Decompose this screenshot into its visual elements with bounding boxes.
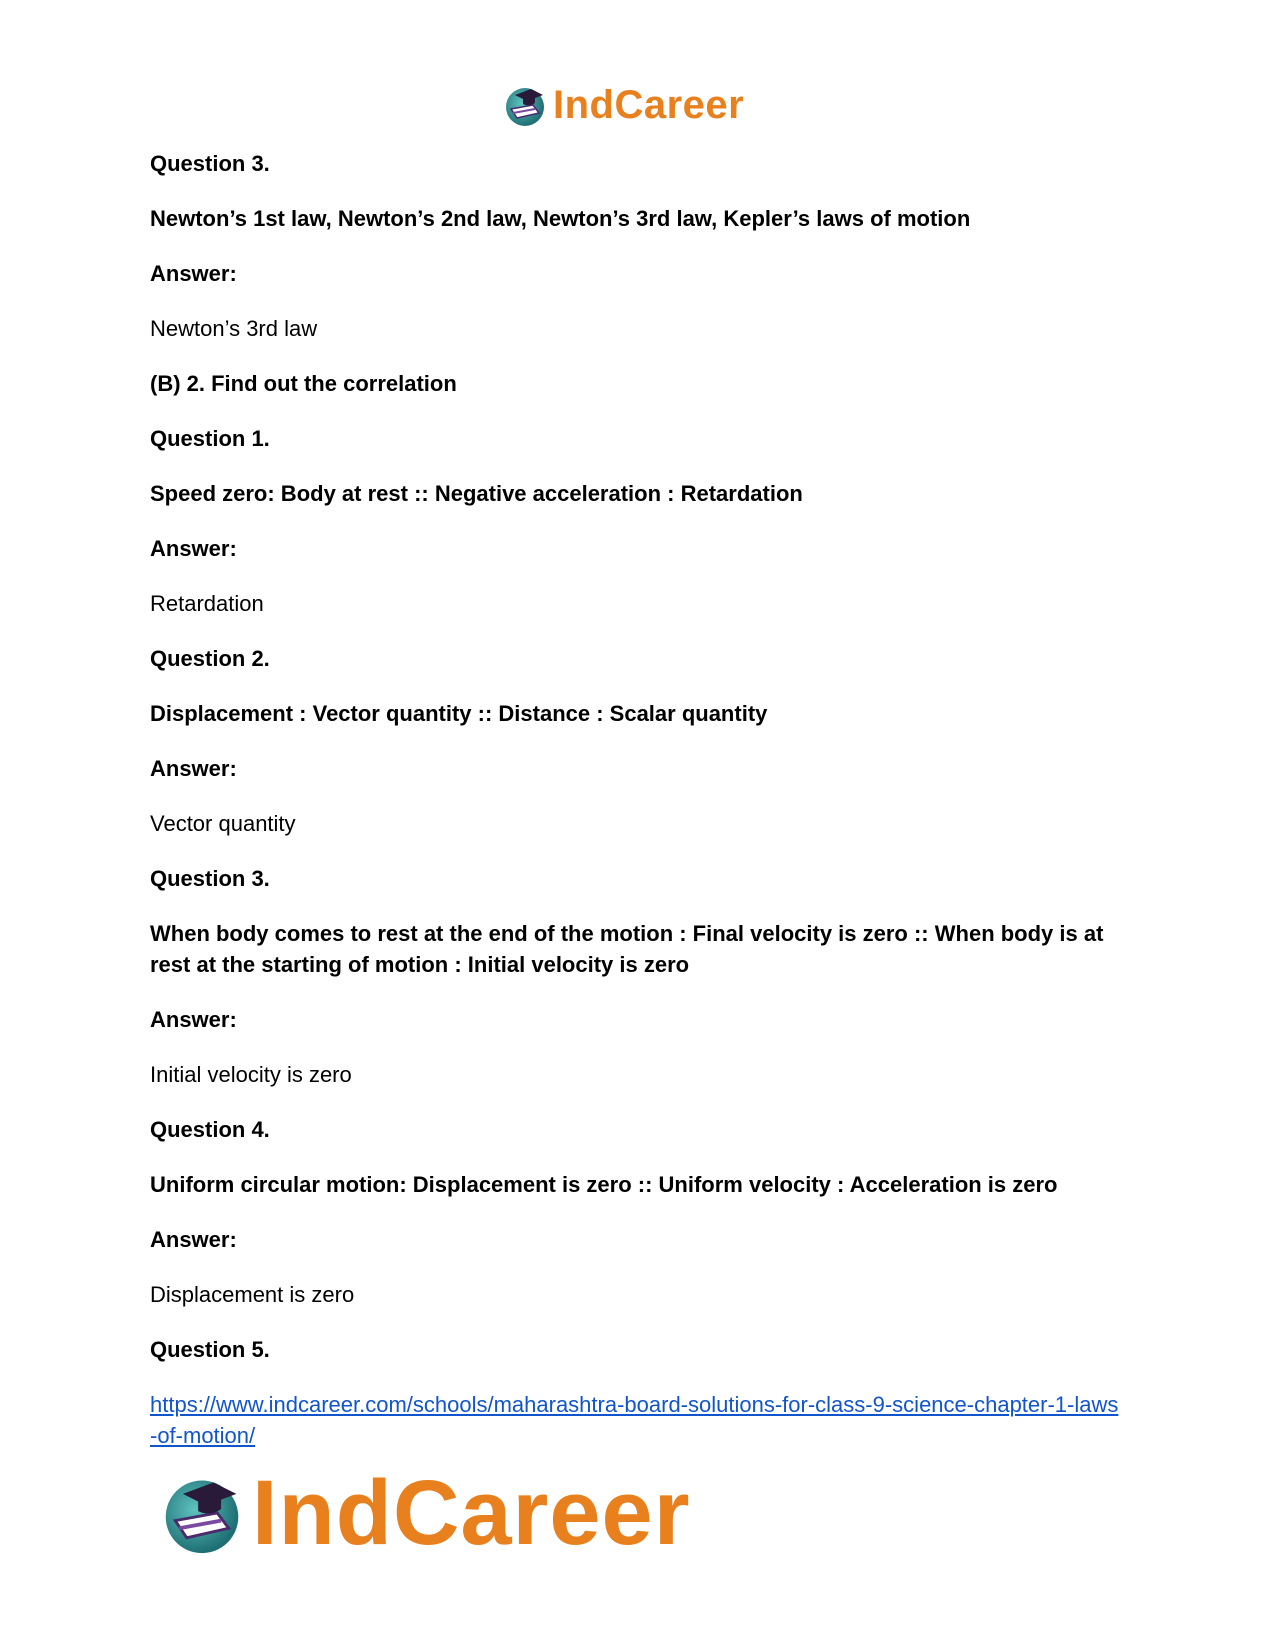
heading-question: Question 4. [150,1117,270,1142]
answer-text: Retardation [150,591,264,616]
answer-label: Answer: [150,1227,237,1252]
question-text: Displacement : Vector quantity :: Distance : Scalar quantity [150,701,768,726]
answer-label: Answer: [150,536,237,561]
answer-label: Answer: [150,1007,237,1032]
answer-label: Answer: [150,756,237,781]
answer-text: Displacement is zero [150,1282,355,1307]
header-logo [503,80,744,130]
answer-text: Initial velocity is zero [150,1062,352,1087]
question-text: Speed zero: Body at rest :: Negative acceleration : Retardation [150,481,803,506]
graduation-cap-book-globe-icon [503,83,547,127]
answer-text: Newton’s 3rd law [150,316,318,341]
brand-wordmark: IndCareer [252,1462,691,1564]
footer-logo [160,1462,691,1564]
answer-label: Answer: [150,261,237,286]
heading-question: Question 3. [150,151,270,176]
question-text: When body comes to rest at the end of the motion : Final velocity is zero :: When body is at rest at the starting of motion : Initial velocity is zero [150,921,1104,977]
heading-question: Question 2. [150,646,270,671]
heading-question: Question 3. [150,866,270,891]
document-body [150,148,1125,1451]
brand-wordmark: IndCareer [553,83,745,127]
source-link[interactable]: https://www.indcareer.com/schools/maharashtra-board-solutions-for-class-9-science-chapter-1-laws-of-motion/ [150,1392,1119,1448]
question-text: Newton’s 1st law, Newton’s 2nd law, Newton’s 3rd law, Kepler’s laws of motion [150,206,971,231]
section-heading: (B) 2. Find out the correlation [150,371,457,396]
heading-question: Question 5. [150,1337,270,1362]
graduation-cap-book-globe-icon [160,1471,244,1555]
answer-text: Vector quantity [150,811,296,836]
heading-question: Question 1. [150,426,270,451]
question-text: Uniform circular motion: Displacement is zero :: Uniform velocity : Acceleration is zero [150,1172,1058,1197]
